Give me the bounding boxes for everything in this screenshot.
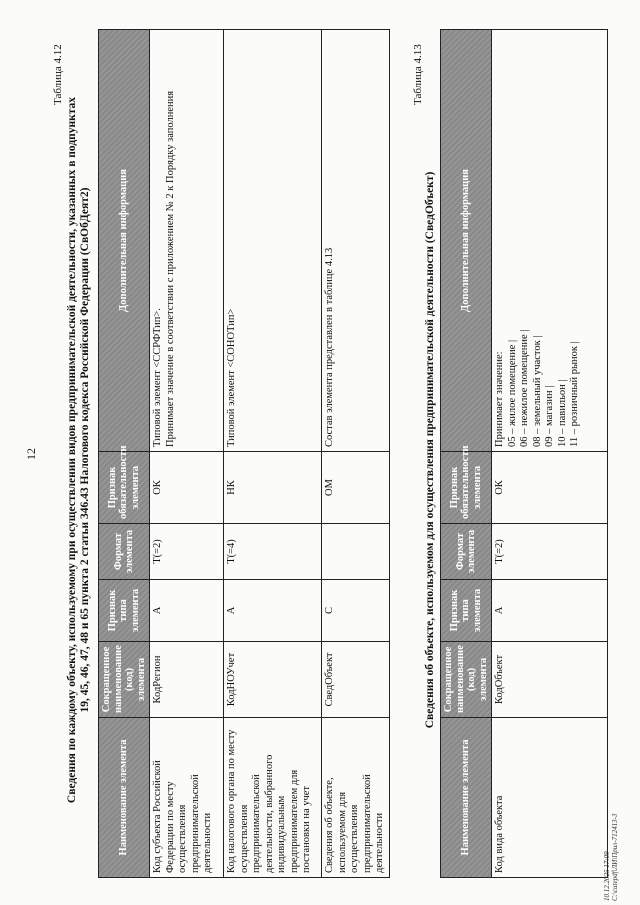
cell-short-name: КодОбъект	[492, 642, 608, 718]
list-item: 10 – павильон |	[556, 379, 568, 447]
header-short-name: Сокращенное наименование (код) элемента	[99, 642, 150, 718]
footer-timestamp: 10.12.2025 17:09	[603, 851, 611, 901]
table-4-12-title-line1: Сведения по каждому объекту, используемому при осуществлении видов предпринимательской деятельности, указанных в подпунктах	[66, 96, 78, 804]
cell-required: ОМ	[322, 452, 390, 524]
cell-short-name: СведОбъект	[322, 642, 390, 718]
header-format: Формат элемента	[99, 524, 150, 580]
table-4-13-label: Таблица 4.13	[412, 44, 424, 105]
cell-element-name: Код субъекта Российской Федерации по месту осуществления предпринимательской деятельности	[150, 718, 224, 878]
header-format: Формат элемента	[441, 524, 492, 580]
values-list	[507, 34, 582, 447]
table-row	[150, 30, 224, 878]
cell-type: С	[322, 580, 390, 642]
cell-required: ОК	[150, 452, 224, 524]
page-number: 12	[24, 448, 38, 460]
table-4-12-header-row	[99, 30, 150, 878]
cell-extra-info: Состав элемента представлен в таблице 4.13	[322, 30, 390, 452]
header-type: Признак типа элемента	[99, 580, 150, 642]
footer-stamp	[603, 813, 619, 901]
header-element-name: Наименование элемента	[441, 718, 492, 878]
table-row	[322, 30, 390, 878]
cell-type: А	[224, 580, 322, 642]
cell-required: НК	[224, 452, 322, 524]
cell-element-name: Код вида объекта	[492, 718, 608, 878]
cell-type: А	[492, 580, 608, 642]
cell-extra-info: Типовой элемент <ССРФТип>. Принимает значение в соответствии с приложением № 2 к Порядку заполнения	[150, 30, 224, 452]
table-row	[492, 30, 608, 878]
table-4-12-title-line2: 19, 45, 46, 47, 48 и 65 пункта 2 статьи 346.43 Налогового кодекса Российской Федерации (СвОбДеят2)	[79, 187, 91, 713]
header-extra-info: Дополнительная информация	[99, 30, 150, 452]
table-4-13-title: Сведения об объекте, используемом для осуществления предпринимательской деятельности (СведОбъект)	[424, 171, 436, 729]
cell-format: Т(=2)	[492, 524, 608, 580]
values-intro: Принимает значение:	[494, 351, 505, 447]
table-4-13	[440, 29, 608, 878]
list-item: 06 – нежилое помещение |	[519, 329, 530, 447]
table-row	[224, 30, 322, 878]
cell-short-name: КодНОУчет	[224, 642, 322, 718]
cell-format	[322, 524, 390, 580]
cell-extra-info	[492, 30, 608, 452]
table-4-12-title	[66, 35, 92, 865]
table-4-12-label: Таблица 4.12	[52, 44, 64, 105]
cell-short-name: КодРегион	[150, 642, 224, 718]
cell-format: Т(=2)	[150, 524, 224, 580]
table-4-13-header-row	[441, 30, 492, 878]
header-required: Признак обязательности элемента	[99, 452, 150, 524]
cell-element-name: Код налогового органа по месту осуществления предпринимательской деятельности, выбранного индивидуальным предпринимателем для постановки на учет	[224, 718, 322, 878]
footer-path: С:\cutepdf\ЛИ\Прил-712413-3	[611, 813, 619, 901]
header-type: Признак типа элемента	[441, 580, 492, 642]
cell-required: ОК	[492, 452, 608, 524]
cell-type: А	[150, 580, 224, 642]
cell-element-name: Сведения об объекте, используемом для осуществления предпринимательской деятельности	[322, 718, 390, 878]
header-short-name: Сокращенное наименование (код) элемента	[441, 642, 492, 718]
list-item: 08 – земельный участок |	[531, 335, 543, 447]
cell-extra-info: Типовой элемент <СОНОТип>	[224, 30, 322, 452]
header-extra-info: Дополнительная информация	[441, 30, 492, 452]
cell-format: Т(=4)	[224, 524, 322, 580]
list-item: 11 – розничный рынок |	[569, 341, 580, 447]
header-required: Признак обязательности элемента	[441, 452, 492, 524]
list-item: 05 – жилое помещение |	[506, 339, 518, 447]
list-item: 09 – магазин |	[544, 385, 555, 447]
header-element-name: Наименование элемента	[99, 718, 150, 878]
table-4-12	[98, 29, 390, 878]
